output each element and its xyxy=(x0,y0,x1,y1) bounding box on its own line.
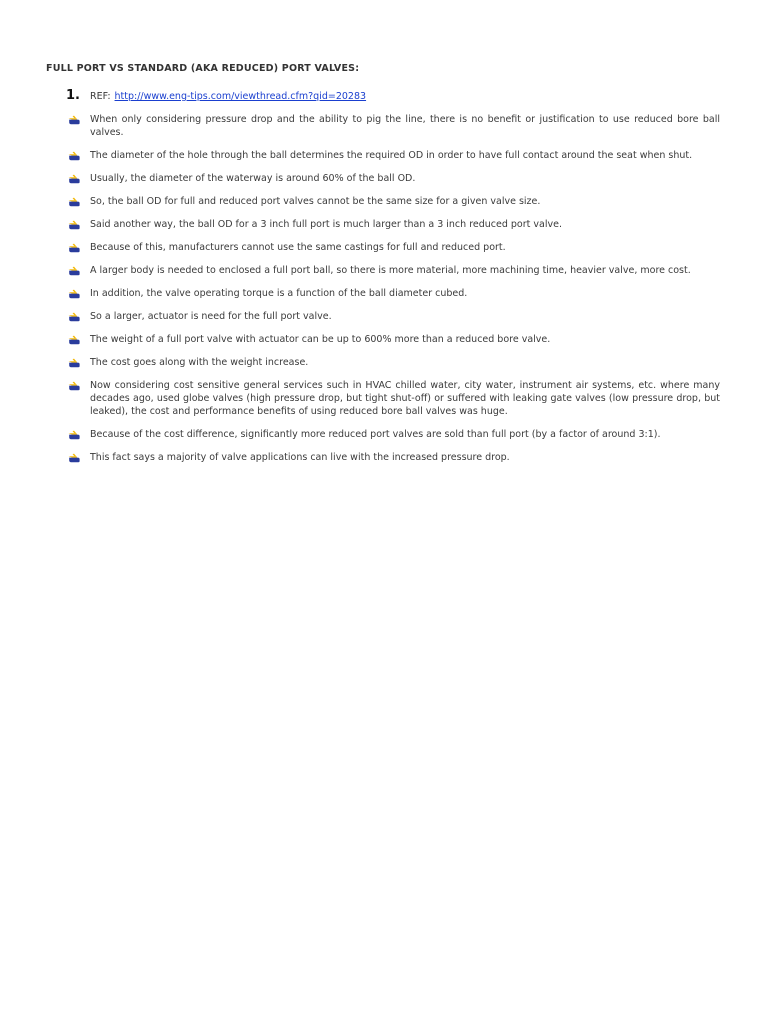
pointing-hand-icon xyxy=(46,356,90,368)
page-title: FULL PORT VS STANDARD (AKA REDUCED) PORT VALVES: xyxy=(46,63,360,74)
list-item-text: The diameter of the hole through the ball determines the required OD in order to have full contact around the seat when shut. xyxy=(90,150,693,161)
list-item xyxy=(46,333,720,346)
list-item xyxy=(46,172,720,185)
reference-line xyxy=(46,88,720,103)
list-item-text: So, the ball OD for full and reduced port valves cannot be the same size for a given valve size. xyxy=(90,196,541,207)
list-item-text: A larger body is needed to enclosed a full port ball, so there is more material, more machining time, heavier valve, more cost. xyxy=(90,265,691,276)
list-item xyxy=(46,428,720,441)
list-item-text: The weight of a full port valve with actuator can be up to 600% more than a reduced bore valve. xyxy=(90,334,551,345)
pointing-hand-icon xyxy=(46,451,90,463)
pointing-hand-icon xyxy=(46,218,90,230)
list-item-text: Usually, the diameter of the waterway is around 60% of the ball OD. xyxy=(90,173,416,184)
reference-label: REF: xyxy=(90,91,111,102)
list-item xyxy=(46,241,720,254)
list-item-text: Because of this, manufacturers cannot use the same castings for full and reduced port. xyxy=(90,242,506,253)
list-item xyxy=(46,287,720,300)
list-item xyxy=(46,451,720,464)
pointing-hand-icon xyxy=(46,287,90,299)
list-item xyxy=(46,113,720,139)
pointing-hand-icon xyxy=(46,310,90,322)
reference-text xyxy=(90,91,366,102)
list-item-text: Now considering cost sensitive general services such in HVAC chilled water, city water, instrument air systems, etc. where many decades ago, used globe valves (high pressure drop, but tight shut-off) or suffered with leaking gate valves (low pressure drop, but leaked), the cost and performance benefits of using reduced bore ball valves was huge. xyxy=(90,380,720,417)
list-item xyxy=(46,218,720,231)
reference-link[interactable]: http://www.eng-tips.com/viewthread.cfm?qid=20283 xyxy=(114,91,367,102)
list-item-text: The cost goes along with the weight increase. xyxy=(90,357,309,368)
pointing-hand-icon xyxy=(46,172,90,184)
list-item-text: This fact says a majority of valve applications can live with the increased pressure drop. xyxy=(90,452,510,463)
list-item-text: In addition, the valve operating torque is a function of the ball diameter cubed. xyxy=(90,288,468,299)
pointing-hand-icon xyxy=(46,113,90,125)
pointing-hand-icon xyxy=(46,195,90,207)
pointing-hand-icon xyxy=(46,149,90,161)
list-item xyxy=(46,195,720,208)
pointing-hand-icon xyxy=(46,264,90,276)
list-item-text: When only considering pressure drop and the ability to pig the line, there is no benefit or justification to use reduced bore ball valves. xyxy=(90,114,720,138)
bullet-list xyxy=(46,113,720,464)
list-item xyxy=(46,149,720,162)
pointing-hand-icon xyxy=(46,333,90,345)
pointing-hand-icon xyxy=(46,428,90,440)
list-item xyxy=(46,264,720,277)
pointing-hand-icon xyxy=(46,241,90,253)
list-item xyxy=(46,310,720,323)
pointing-hand-icon xyxy=(46,379,90,391)
list-item-text: Because of the cost difference, significantly more reduced port valves are sold than full port (by a factor of around 3:1). xyxy=(90,429,661,440)
list-item xyxy=(46,356,720,369)
list-item xyxy=(46,379,720,418)
list-item-text: So a larger, actuator is need for the full port valve. xyxy=(90,311,332,322)
list-item-text: Said another way, the ball OD for a 3 inch full port is much larger than a 3 inch reduced port valve. xyxy=(90,219,562,230)
reference-number: 1. xyxy=(66,88,80,103)
